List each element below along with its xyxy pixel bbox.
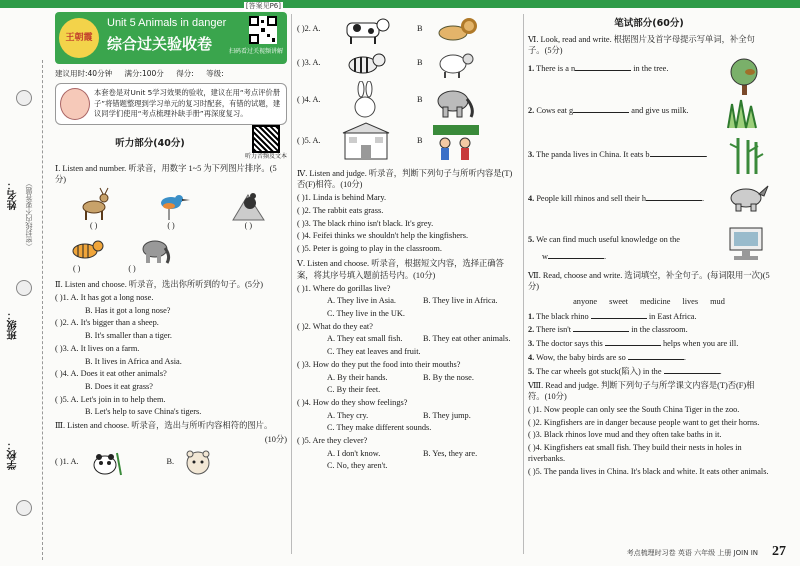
q4-item: ( )1. Linda is behind Mary.	[297, 193, 387, 203]
q3-item: ( )5. A. B	[297, 120, 519, 162]
q7-item: 4. Wow, the baby birds are so .	[528, 352, 686, 362]
q5-item: ( )2. What do they eat?	[297, 321, 373, 331]
score-label: 得分:	[176, 69, 194, 78]
gorilla-icon	[228, 187, 268, 221]
q8-item: ( )4. Kingfishers eat small fish. They build their nests in holes in riverbanks.	[528, 443, 742, 464]
q3-item1-b[interactable]: B.	[166, 457, 175, 467]
q5-item: ( )3. How do they put the food into their mouths?	[297, 359, 461, 369]
q7-title: Ⅶ. Read, choose and write. 选词填空，补全句子。(每词限用一次)(5分)	[528, 271, 770, 292]
q4-title: Ⅳ. Listen and judge. 听录音，判断下列句子与所听内容是(T)否(F)相符。(10分)	[297, 169, 513, 190]
q6-item: 4. People kill rhinos and sell their h .	[528, 194, 705, 204]
seal-line	[42, 60, 43, 560]
q1-answer-blank[interactable]: ( )	[167, 221, 175, 231]
tiger-icon	[65, 234, 105, 264]
q2-list: ( )1. A. It has got a long nose. B. Has it got a long nose? ( )2. A. It's bigger than a sheep. B. It's smaller than a tiger. ( )3. A. It lives on a farm. B. It lives in Africa and Asia. ( )4. A. Does it eat other animals? B. Does it eat grass? ( )5. A. Let's join in to help them. B. Let's help to save China's tigers.	[55, 292, 287, 417]
answer-blank[interactable]	[548, 250, 604, 259]
column-divider	[291, 14, 292, 554]
tiger-icon	[341, 47, 391, 79]
q6-list	[528, 58, 770, 268]
q2-item: ( )5. A. Let's join in to help them.	[55, 394, 166, 404]
elephant-icon	[135, 234, 175, 264]
q6-item-cont: w .	[542, 252, 607, 262]
q8-item: ( )5. The panda lives in China. It's black and white. It eats other animals.	[528, 467, 769, 476]
q8-item: ( )2. Kingfishers are in danger because people want to get their horns.	[528, 417, 760, 427]
elephant-icon	[431, 81, 481, 119]
name-label: 姓名：	[8, 180, 19, 210]
q1-answer-blank[interactable]: ( )	[90, 221, 98, 231]
class-label: 班级：	[8, 310, 19, 340]
qr-code-icon[interactable]	[249, 16, 277, 44]
full-score-label: 满分:100分	[124, 69, 164, 78]
q8-title: Ⅷ. Read and judge. 判断下列句子与所学课文内容是(T)否(F)相符。(10分)	[528, 380, 755, 401]
q6-title: Ⅵ. Look, read and write. 根据图片及首字母提示写单词，补全句子。(5分)	[528, 34, 755, 55]
q7-item: 1. The black rhino in East Africa.	[528, 311, 697, 321]
q4-item: ( )3. The black rhino isn't black. It's grey.	[297, 218, 434, 228]
q5-item: ( )1. Where do gorillas live?	[297, 283, 391, 293]
q3-item: ( )4. A. B	[297, 80, 519, 120]
girl-avatar-icon	[60, 88, 90, 120]
q7-list	[528, 310, 770, 377]
rhino-icon	[726, 180, 770, 212]
computer-icon	[726, 224, 766, 264]
answer-blank[interactable]	[591, 310, 647, 319]
q2-item: ( )1. A. It has got a long nose.	[55, 293, 154, 303]
q3-item	[55, 447, 287, 477]
q2-item: ( )2. A. It's bigger than a sheep.	[55, 318, 159, 328]
school-building-icon	[341, 121, 391, 161]
answer-blank[interactable]	[664, 365, 720, 374]
q6-item: 2. Cows eat g and give us milk.	[528, 106, 689, 116]
q3-item: ( )3. A. B	[297, 46, 519, 80]
column-divider	[523, 14, 524, 554]
binding-hole	[16, 90, 32, 106]
kids-at-zoo-icon	[431, 121, 481, 161]
bamboo-icon	[728, 136, 764, 176]
page-number: 27	[772, 544, 786, 559]
q3-title: Ⅲ. Listen and choose. 听录音，选出与所听内容相符的图片。	[55, 421, 273, 431]
sheep-icon	[431, 47, 481, 79]
q5-title: Ⅴ. Listen and choose. 听录音，根据短文内容，选择正确答案，将其序号填入题前括号内。(10分)	[297, 259, 504, 280]
meta-row	[55, 69, 287, 79]
q1-answer-blank[interactable]: ( )	[244, 221, 252, 231]
rabbit-icon	[341, 81, 391, 119]
top-ribbon	[0, 0, 800, 8]
q2-item: ( )4. A. Does it eat other animals?	[55, 369, 167, 379]
binding-margin	[6, 60, 44, 560]
answer-link[interactable]: [答案见P6]	[245, 2, 281, 10]
grass-icon	[724, 98, 764, 130]
q1-images-row2	[55, 234, 287, 264]
q1-answer-blank[interactable]: ( )	[73, 264, 81, 274]
answer-blank[interactable]	[573, 323, 629, 332]
answer-blank[interactable]	[605, 337, 661, 346]
footer-text: 考点梳理时习卷 英语 六年级 上册 JOIN IN	[626, 549, 758, 557]
word-bank: anyone sweet medicine lives mud	[573, 296, 725, 306]
answer-blank[interactable]	[646, 192, 702, 201]
audio-caption: 听力音频及文本	[244, 152, 287, 160]
bear-cub-icon	[180, 447, 216, 477]
tree-nest-icon	[724, 58, 764, 96]
column-left	[55, 2, 287, 477]
answer-blank[interactable]	[628, 351, 684, 360]
q5-item: ( )5. Are they clever?	[297, 435, 368, 445]
school-label: 学校：	[8, 440, 19, 470]
title-banner	[55, 2, 287, 64]
lion-icon	[431, 13, 481, 45]
q8-item: ( )3. Black rhinos love mud and they often take baths in it.	[528, 430, 722, 440]
tip-text: 本套卷是对Unit 5学习效果的验收，建议在用“考点评价册子”将错题整理到学习单元的复习时配套，有错的试题，建议同学们使用“考点梳理补缺手册”再深度复习。	[94, 88, 281, 119]
q1-images	[55, 187, 287, 221]
binding-hole	[16, 500, 32, 516]
qr-caption: 扫码看过关视频讲解	[228, 48, 283, 55]
q8-list	[528, 404, 770, 477]
answer-blank[interactable]	[575, 62, 631, 71]
cow-icon	[341, 13, 391, 45]
q1-answer-blank[interactable]: ( )	[128, 264, 136, 274]
q7-item: 2. There isn't in the classroom.	[528, 325, 688, 335]
grade-label: 等级:	[206, 69, 224, 78]
q3-item: ( )2. A. B	[297, 12, 519, 46]
q2-item: ( )3. A. It lives on a farm.	[55, 343, 140, 353]
q7-item: 3. The doctor says this helps when you are ill.	[528, 339, 739, 349]
binding-hole	[16, 280, 32, 296]
q3-item1-label[interactable]: ( )1. A.	[55, 457, 79, 467]
seal-note: （密封线内不要答题）	[25, 180, 33, 250]
deer-icon	[74, 187, 114, 221]
q5-item: ( )4. How do they show feelings?	[297, 397, 408, 407]
q2-title: Ⅱ. Listen and choose. 听录音，选出你所听到的句子。(5分)	[55, 279, 263, 289]
audio-qr-icon[interactable]	[252, 125, 280, 153]
kingfisher-icon	[151, 187, 191, 221]
column-middle	[297, 12, 519, 473]
q8-item: ( )1. Now people can only see the South China Tiger in the zoo.	[528, 405, 740, 415]
q4-item: ( )4. Feifei thinks we shouldn't help the kingfishers.	[297, 231, 469, 241]
q6-item: 5. We can find much useful knowledge on the	[528, 235, 680, 245]
panda-icon	[85, 447, 125, 477]
page-title: 综合过关验收卷	[107, 35, 213, 53]
listening-heading: 听力部分(40分)	[115, 138, 185, 149]
tip-box	[55, 83, 287, 125]
answer-blank[interactable]	[650, 148, 706, 157]
writing-heading: 笔试部分(60分)	[614, 18, 684, 29]
q7-item: 5. The car wheels got stuck(陷入) in the .	[528, 366, 722, 376]
q6-item: 1. There is a n in the tree.	[528, 64, 669, 74]
unit-title: Unit 5 Animals in danger	[107, 17, 227, 29]
q1-title: Ⅰ. Listen and number. 听录音，用数字 1~5 为下列图片排序。(5分)	[55, 163, 277, 185]
q6-item: 3. The panda lives in China. It eats b .	[528, 150, 708, 160]
q3-points: (10分)	[264, 434, 287, 444]
brand-logo: 王朝霞	[59, 18, 99, 58]
time-label: 建议用时:40分钟	[55, 69, 113, 78]
q4-list	[297, 192, 519, 254]
q4-item: ( )2. The rabbit eats grass.	[297, 206, 384, 216]
answer-blank[interactable]	[573, 104, 629, 113]
q4-item: ( )5. Peter is going to play in the classroom.	[297, 244, 442, 254]
q5-list: ( )1. Where do gorillas live? A. They live in Asia. B. They live in Africa. C. They live in the UK. ( )2. What do they eat? A. They eat small fish. B. They eat other animals. C. They eat leaves and fruit. ( )3. How do they put the food into their mouths? A. By their hands. B. By the nose. C. By their feet. ( )4. How do they show feelings? A. They cry. B. They jump. C. They make different sounds. ( )5. Are they clever? A. I don't know. B. Yes, they are. C. No, they aren't.	[297, 283, 519, 472]
column-right	[528, 12, 770, 479]
